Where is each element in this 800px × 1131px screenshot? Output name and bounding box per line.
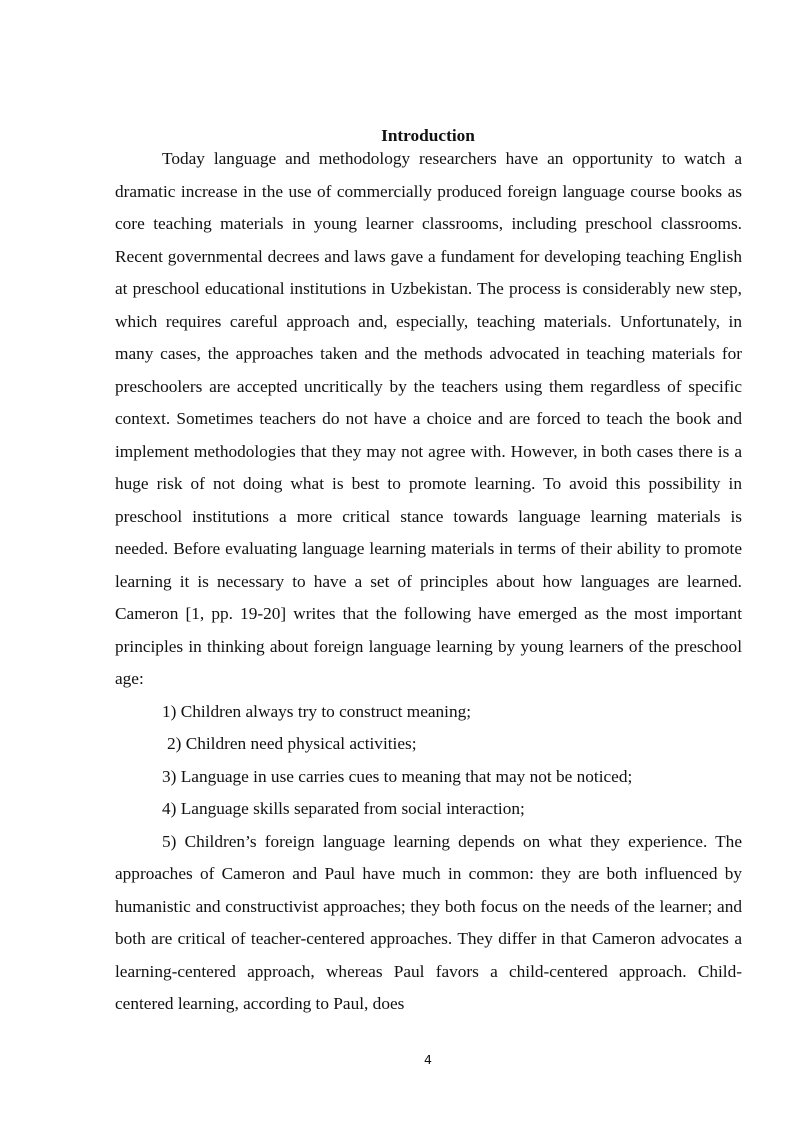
principle-item-2: 2) Children need physical activities; [167,734,417,753]
page-number: 4 [424,1052,432,1067]
principle-item-3: 3) Language in use carries cues to meaning that may not be noticed; [162,766,633,786]
section-title: Introduction [381,126,475,145]
principle-item-1: 1) Children always try to construct meaning; [162,701,472,721]
body-text [115,143,742,1021]
principle-item-4: 4) Language skills separated from social interaction; [162,799,525,818]
intro-paragraph: Today language and methodology researchers have an opportunity to watch a dramatic increase in the use of commercially produced foreign language course books as core teaching materials in young learner classrooms, including preschool classrooms. Recent governmental decrees and laws gave a fundament for developing teaching English at preschool educational institutions in Uzbekistan. The process is considerably new step, which requires careful approach and, especially, teaching materials. Unfortunately, in many cases, the approaches taken and the methods advocated in teaching materials for preschoolers are accepted uncritically by the teachers using them regardless of specific context. Sometimes teachers do not have a choice and are forced to teach the book and implement methodologies that they may not agree with. However, in both cases there is a huge risk of not doing what is best to promote learning. To avoid this possibility in preschool institutions a more critical stance towards language learning materials is needed. Before evaluating language learning materials in terms of their ability to promote learning it is necessary to have a set of principles about how languages are learned. Cameron [1, pp. 19-20] writes that the following have emerged as the most important principles in thinking about foreign language learning by young learners of the preschool age: [115,149,742,688]
comparison-paragraph: 5) Children’s foreign language learning depends on what they experience. The approaches of Cameron and Paul have much in common: they are both influenced by humanistic and constructivist approaches; they both focus on the needs of the learner; and both are critical of teacher-centered approaches. They differ in that Cameron advocates a learning-centered approach, whereas Paul favors a child-centered approach. Child-centered learning, according to Paul, does [115,831,742,1013]
